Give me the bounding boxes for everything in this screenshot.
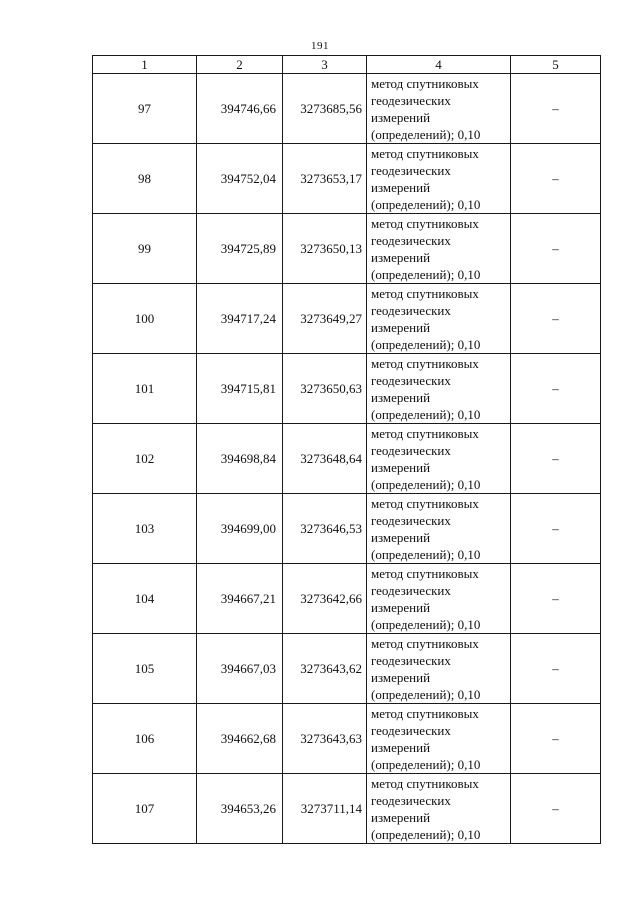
coord-x: 394746,66 xyxy=(197,74,283,144)
method-line: измерений xyxy=(371,109,431,125)
coord-y: 3273642,66 xyxy=(283,564,367,634)
header-row xyxy=(93,56,601,74)
method-cell xyxy=(367,704,511,774)
note-dash: – xyxy=(511,144,601,214)
coord-y: 3273650,13 xyxy=(283,214,367,284)
header-col-2: 2 xyxy=(197,56,283,74)
method-cell xyxy=(367,354,511,424)
page-number: 191 xyxy=(311,40,329,52)
method-line: метод спутниковых xyxy=(371,215,479,231)
method-line: метод спутниковых xyxy=(371,565,479,581)
note-dash: – xyxy=(511,634,601,704)
point-number: 106 xyxy=(93,704,197,774)
table-row xyxy=(93,74,601,144)
table-row xyxy=(93,494,601,564)
method-line: измерений xyxy=(371,529,431,545)
note-dash: – xyxy=(511,564,601,634)
method-line: метод спутниковых xyxy=(371,285,479,301)
table-row xyxy=(93,424,601,494)
method-line: метод спутниковых xyxy=(371,635,479,651)
method-line: метод спутниковых xyxy=(371,495,479,511)
method-line: (определений); 0,10 xyxy=(371,686,481,702)
method-line: измерений xyxy=(371,599,431,615)
method-line: (определений); 0,10 xyxy=(371,546,481,562)
method-cell xyxy=(367,494,511,564)
method-line: (определений); 0,10 xyxy=(371,336,481,352)
coord-y: 3273649,27 xyxy=(283,284,367,354)
point-number: 103 xyxy=(93,494,197,564)
table-row xyxy=(93,144,601,214)
point-number: 105 xyxy=(93,634,197,704)
method-line: (определений); 0,10 xyxy=(371,406,481,422)
method-line: геодезических xyxy=(371,232,451,248)
note-dash: – xyxy=(511,494,601,564)
method-line: геодезических xyxy=(371,722,451,738)
method-line: измерений xyxy=(371,459,431,475)
coord-y: 3273653,17 xyxy=(283,144,367,214)
method-line: измерений xyxy=(371,809,431,825)
coord-x: 394752,04 xyxy=(197,144,283,214)
method-line: (определений); 0,10 xyxy=(371,266,481,282)
method-cell xyxy=(367,424,511,494)
header-col-3: 3 xyxy=(283,56,367,74)
coord-y: 3273646,53 xyxy=(283,494,367,564)
header-col-5: 5 xyxy=(511,56,601,74)
coord-x: 394715,81 xyxy=(197,354,283,424)
method-line: (определений); 0,10 xyxy=(371,476,481,492)
note-dash: – xyxy=(511,704,601,774)
table-row xyxy=(93,284,601,354)
table-row xyxy=(93,354,601,424)
coord-y: 3273643,63 xyxy=(283,704,367,774)
method-line: геодезических xyxy=(371,372,451,388)
method-cell xyxy=(367,214,511,284)
method-line: измерений xyxy=(371,249,431,265)
header-col-4: 4 xyxy=(367,56,511,74)
note-dash: – xyxy=(511,424,601,494)
point-number: 101 xyxy=(93,354,197,424)
note-dash: – xyxy=(511,214,601,284)
coord-x: 394662,68 xyxy=(197,704,283,774)
method-cell xyxy=(367,284,511,354)
method-line: (определений); 0,10 xyxy=(371,126,481,142)
coord-x: 394725,89 xyxy=(197,214,283,284)
method-line: геодезических xyxy=(371,302,451,318)
method-line: метод спутниковых xyxy=(371,75,479,91)
method-cell xyxy=(367,74,511,144)
table-row xyxy=(93,634,601,704)
note-dash: – xyxy=(511,354,601,424)
method-line: метод спутниковых xyxy=(371,425,479,441)
note-dash: – xyxy=(511,284,601,354)
note-dash: – xyxy=(511,74,601,144)
point-number: 107 xyxy=(93,774,197,844)
coord-x: 394699,00 xyxy=(197,494,283,564)
method-line: измерений xyxy=(371,739,431,755)
method-line: метод спутниковых xyxy=(371,775,479,791)
coord-x: 394653,26 xyxy=(197,774,283,844)
method-line: (определений); 0,10 xyxy=(371,196,481,212)
point-number: 100 xyxy=(93,284,197,354)
coord-y: 3273711,14 xyxy=(283,774,367,844)
point-number: 97 xyxy=(93,74,197,144)
table-header xyxy=(93,56,601,74)
method-cell xyxy=(367,144,511,214)
table-row xyxy=(93,564,601,634)
method-line: метод спутниковых xyxy=(371,145,479,161)
point-number: 102 xyxy=(93,424,197,494)
coord-x: 394717,24 xyxy=(197,284,283,354)
coord-y: 3273643,62 xyxy=(283,634,367,704)
coord-y: 3273685,56 xyxy=(283,74,367,144)
header-col-1: 1 xyxy=(93,56,197,74)
point-number: 98 xyxy=(93,144,197,214)
method-line: геодезических xyxy=(371,582,451,598)
method-line: (определений); 0,10 xyxy=(371,756,481,772)
method-line: геодезических xyxy=(371,162,451,178)
table-row xyxy=(93,704,601,774)
method-line: геодезических xyxy=(371,442,451,458)
method-line: геодезических xyxy=(371,652,451,668)
method-line: (определений); 0,10 xyxy=(371,616,481,632)
method-line: (определений); 0,10 xyxy=(371,826,481,842)
method-line: измерений xyxy=(371,319,431,335)
method-cell xyxy=(367,634,511,704)
table-body xyxy=(93,74,601,844)
coord-y: 3273648,64 xyxy=(283,424,367,494)
coord-x: 394667,03 xyxy=(197,634,283,704)
table-row xyxy=(93,214,601,284)
coord-y: 3273650,63 xyxy=(283,354,367,424)
method-line: геодезических xyxy=(371,792,451,808)
coord-x: 394667,21 xyxy=(197,564,283,634)
coord-x: 394698,84 xyxy=(197,424,283,494)
method-line: измерений xyxy=(371,179,431,195)
method-cell xyxy=(367,774,511,844)
coordinates-table xyxy=(92,55,601,844)
method-cell xyxy=(367,564,511,634)
note-dash: – xyxy=(511,774,601,844)
method-line: измерений xyxy=(371,389,431,405)
method-line: геодезических xyxy=(371,512,451,528)
point-number: 104 xyxy=(93,564,197,634)
method-line: геодезических xyxy=(371,92,451,108)
method-line: метод спутниковых xyxy=(371,705,479,721)
method-line: измерений xyxy=(371,669,431,685)
method-line: метод спутниковых xyxy=(371,355,479,371)
table-row xyxy=(93,774,601,844)
point-number: 99 xyxy=(93,214,197,284)
